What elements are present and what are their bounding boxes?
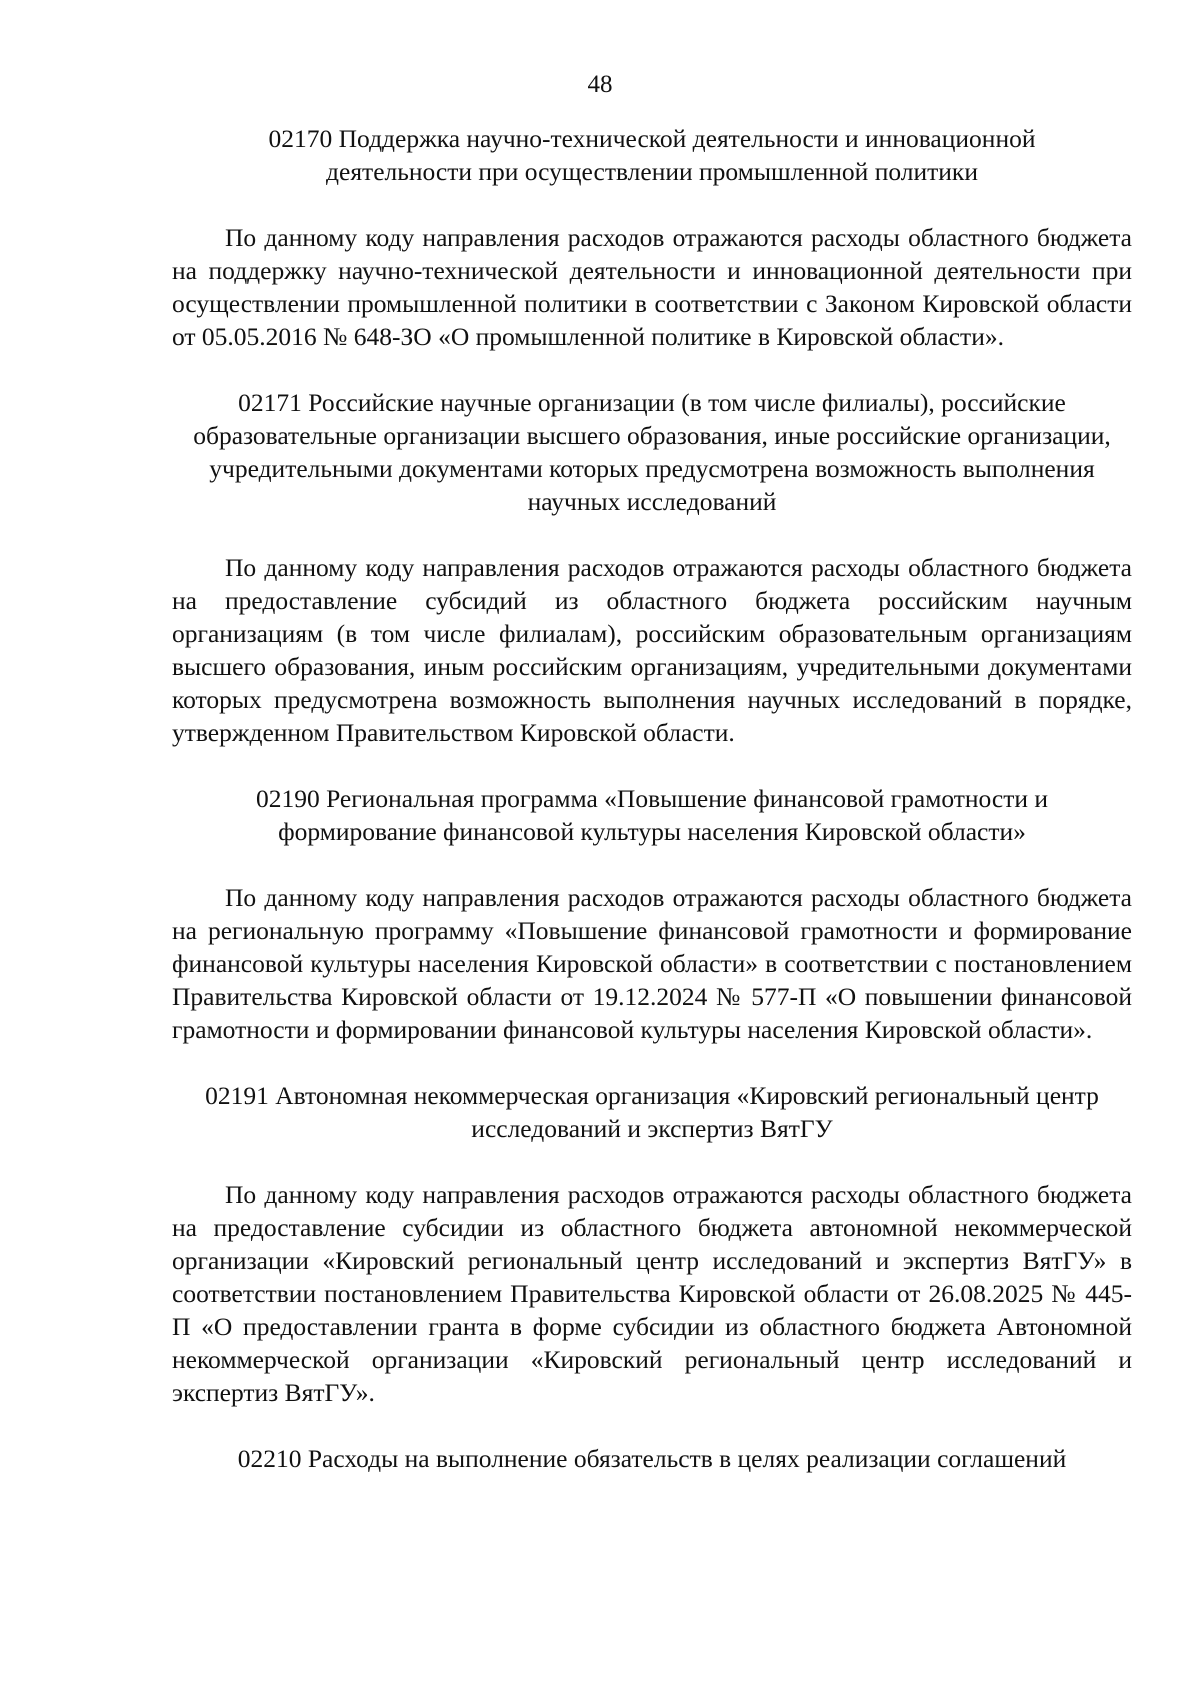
page-number: 48 (587, 71, 613, 98)
document-body (172, 122, 1132, 1475)
section-body: По данному коду направления расходов отражаются расходы областного бюджета на предоставление субсидий из областного бюджета российским научным организациям (в том числе филиалам), российским образовательным организациям высшего образования, иным российским организациям, учредительными документами которых предусмотрена возможность выполнения научных исследований в порядке, утвержденном Правительством Кировской области. (172, 553, 1132, 747)
section-02191 (172, 1079, 1132, 1442)
section-02170 (172, 122, 1132, 386)
section-body: По данному коду направления расходов отражаются расходы областного бюджета на поддержку научно-технической деятельности и инновационной деятельности при осуществлении промышленной политики в соответствии с Законом Кировской области от 05.05.2016 № 648-ЗО «О промышленной политике в Кировской области». (172, 223, 1132, 351)
section-heading: 02171 Российские научные организации (в том числе филиалы), российские образовательные организации высшего образования, иные российские организации, учредительными документами которых предусмотрена возможность выполнения научных исследований (193, 388, 1111, 516)
section-heading: 02190 Региональная программа «Повышение финансовой грамотности и формирование финансовой культуры населения Кировской области» (255, 784, 1049, 846)
section-heading: 02191 Автономная некоммерческая организация «Кировский региональный центр исследований и экспертиз ВятГУ (205, 1081, 1099, 1143)
section-heading-02210: 02210 Расходы на выполнение обязательств в целях реализации соглашений (237, 1444, 1067, 1473)
section-02171 (172, 386, 1132, 782)
section-heading: 02170 Поддержка научно-технической деятельности и инновационной деятельности при осуществлении промышленной политики (268, 124, 1036, 186)
section-body: По данному коду направления расходов отражаются расходы областного бюджета на предоставление субсидии из областного бюджета автономной некоммерческой организации «Кировский региональный центр исследований и экспертиз ВятГУ» в соответствии постановлением Правительства Кировской области от 26.08.2025 № 445-П «О предоставлении гранта в форме субсидии из областного бюджета Автономной некоммерческой организации «Кировский региональный центр исследований и экспертиз ВятГУ». (172, 1180, 1132, 1407)
section-body: По данному коду направления расходов отражаются расходы областного бюджета на региональную программу «Повышение финансовой грамотности и формирование финансовой культуры населения Кировской области» в соответствии с постановлением Правительства Кировской области от 19.12.2024 № 577-П «О повышении финансовой грамотности и формировании финансовой культуры населения Кировской области». (172, 883, 1132, 1044)
section-02190 (172, 782, 1132, 1079)
